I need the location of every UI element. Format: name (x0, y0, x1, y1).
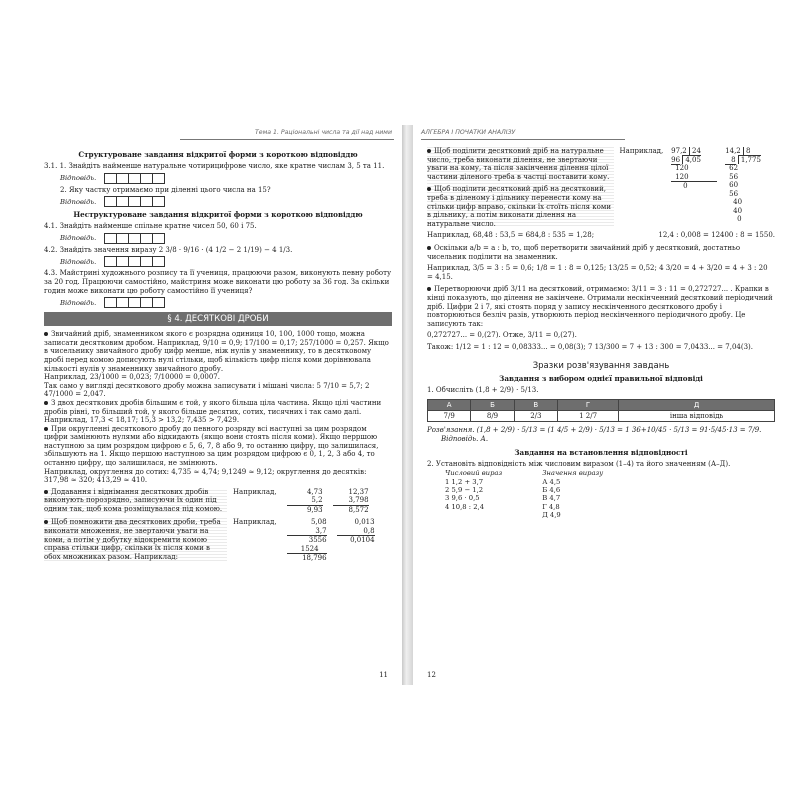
page-number-right: 12 (427, 671, 436, 679)
value-item: А 4,5 (542, 477, 561, 486)
bullet-icon (44, 427, 48, 431)
para-decimal-intro (44, 330, 392, 373)
para-compare-text: З двох десяткових дробів більшим є той, у якого більша ціла частина. Якщо цілі частини дробів рівні, то більший той, у якого більше десятих, сотих, тисячних і так само далі. (44, 398, 382, 416)
para-periodic: Перетворюючи дріб 3/11 на десятковий, отримаємо: 3/11 = 3 : 11 = 0,272727... . Крапки в кінці показують, що ділення не закінчене. Отримали нескінченний десятковий періодичний дріб. Цифри 2 і 7, які стоять поряд у запису нескінченного десяткового дробу і повторюються безліч разів, утворюють період нескінченного періодичного дробу. Це записують так: (427, 285, 773, 328)
mul1-operand-2: 3,7 (287, 527, 327, 537)
bullet-icon (427, 187, 431, 191)
solution: Розв'язання. (1,8 + 2/9) · 5/13 = (1 4/5 + 2/9) · 5/13 = 1 36+10/45 · 5/13 = 91·5/45·13 = 7/9. (427, 426, 762, 435)
div2-step-1: 8 (725, 156, 735, 165)
heading-unstructured: Неструктуроване завдання відкритої форми з короткою відповіддю (73, 210, 363, 220)
division-block (427, 147, 775, 228)
para-rounding (44, 425, 392, 468)
mul2-operand-1: 0,013 (354, 518, 375, 527)
example-label: Наприклад, (619, 147, 664, 155)
div2-dividend: 14,2 (725, 147, 741, 155)
bullet-icon (427, 287, 431, 291)
add-operand-1: 4,73 (306, 487, 323, 496)
multiplication-column-1 (287, 518, 327, 563)
task-4-3: 4.3. Майстринi художнього розпису та її учениця, працюючи разом, виконують певну роботу за 20 год. Працюючи самостійно, майстриня може виконати цю роботу за 36 год. За скільки годин може виконати цю роботу самостійно її учениця? (44, 269, 392, 295)
mul-block (44, 518, 392, 563)
para-div-natural: Щоб поділити десятковий дріб на натуральне число, треба виконати ділення, не звертаючи уваги на кому, та після закінчення ділення цілої частини діленого треба в частці поставити кому. (427, 147, 610, 181)
mul1-partial-2: 1524 (287, 545, 327, 555)
header-rule (421, 139, 625, 140)
div1-step-3: 120 (671, 173, 717, 183)
answer-label: Відповідь. (60, 174, 97, 183)
expression-item: 1 1,2 + 3,7 (445, 477, 484, 486)
expression-item: 3 9,6 · 0,5 (445, 494, 480, 503)
answer-boxes[interactable] (105, 196, 165, 207)
div1-step-2: 120 (675, 164, 689, 172)
option-value-v[interactable]: 2/3 (514, 411, 557, 422)
answer-label: Відповідь. (60, 257, 97, 266)
option-value-a[interactable]: 7/9 (428, 411, 471, 422)
answer-boxes[interactable] (105, 173, 165, 184)
answer-boxes[interactable] (105, 297, 165, 308)
book-gutter (402, 125, 413, 685)
answer-boxes[interactable] (105, 256, 165, 267)
task-3-1: 3.1. 1. Знайдіть найменше натуральне чотирицифрове число, яке кратне числам 3, 5 та 11. (44, 162, 385, 170)
answer-row-3-1 (60, 173, 392, 184)
mul1-partial-1: 3556 (308, 536, 327, 545)
header-rule (180, 139, 394, 140)
bullet-icon (44, 520, 48, 524)
div2-step-3: 56 (729, 172, 739, 181)
value-item: В 4,7 (542, 494, 561, 503)
division-examples (620, 147, 775, 228)
example-label: Наприклад, (232, 487, 277, 496)
mul1-result: 18,796 (302, 554, 327, 563)
values-header: Значення виразу (542, 468, 604, 477)
div2-quotient: 1,775 (738, 155, 761, 164)
mul2-result: 0,0104 (350, 536, 375, 545)
option-header-g: Г (557, 400, 618, 411)
add-sub-examples (233, 488, 392, 515)
mul2-operand-2: 0,8 (337, 527, 375, 537)
add-sub-rule (44, 488, 227, 515)
para-fraction-to-decimal: Оскільки a/b = a : b, то, щоб перетворити звичайний дріб у десятковий, достатньо чисельник поділити на знаменник. (427, 243, 741, 261)
task-3-1-part2: 2. Яку частку отримаємо при діленні цього числа на 15? (60, 185, 271, 194)
examples-subtitle: Зразки розв'язування завдань (532, 361, 670, 372)
answer-boxes[interactable] (105, 233, 165, 244)
options-header-row (428, 400, 775, 411)
para-example-1: Наприклад, 23/1000 = 0,023; 7/10000 = 0,0007. (44, 373, 220, 382)
para-compare-example: Наприклад, 17,3 < 18,17; 15,3 > 13,2; 7,435 > 7,429. (44, 416, 240, 425)
right-page-body (427, 147, 775, 519)
right-page (413, 125, 785, 685)
value-item: Д 4,9 (542, 511, 561, 520)
division-rules (427, 147, 614, 228)
div1-divisor: 24 (689, 147, 701, 155)
option-header-b: Б (471, 400, 514, 411)
para-decimal-intro-text: Звичайний дріб, знаменником якого є розрядна одиниця 10, 100, 1000 тощо, можна записати десятковим дробом. Наприклад, 9/10 = 0,9; 17/100 = 0,17; 257/1000 = 0,257. Якщо в чисельнику звичайного дробу цифр менше, ніж нулів у знаменнику, то в десятковому дробі перед комою дописують нулі стільки, щоб кількість цифр після коми дорівнювала кількості нулів у знаменнику звичайного дробу. (44, 330, 389, 373)
answer-row-4-1 (60, 233, 392, 244)
para-mul-text: Щоб помножити два десяткових дроби, треба виконати множення, не звертаючи уваги на коми, а потім у добутку відокремити комою справа стільки цифр, скільки їх після коми в обох множниках разом. Наприклад: (44, 518, 221, 561)
sub-operand-2: 3,798 (333, 496, 369, 506)
option-value-g[interactable]: 1 2/7 (557, 411, 618, 422)
option-value-d[interactable]: інша відповідь (619, 411, 775, 422)
add-operand-2: 5,2 (287, 496, 323, 506)
value-item: Б 4,6 (542, 486, 561, 495)
sub-operand-1: 12,37 (348, 487, 369, 496)
running-head-right: АЛГЕБРА І ПОЧАТКИ АНАЛІЗУ (421, 129, 516, 136)
div1-remainder: 0 (683, 182, 688, 190)
mul-rule (44, 518, 227, 563)
option-header-a: А (428, 400, 471, 411)
running-head-left: Тема 1. Раціональні числа та дії над ними (255, 129, 392, 136)
option-header-v: В (514, 400, 557, 411)
div2-step-7: 40 (733, 206, 743, 215)
expressions-header: Числовий вираз (445, 468, 503, 477)
left-page (30, 125, 402, 685)
expression-item: 2 5,9 − 1,2 (445, 486, 484, 495)
bullet-icon (44, 332, 48, 336)
div2-step-4: 60 (729, 181, 739, 189)
subtraction-column (333, 488, 369, 515)
expression-item: 4 10,8 : 2,4 (445, 502, 485, 511)
answer-a: Відповідь. А. (441, 434, 489, 443)
multiplication-column-2 (337, 518, 375, 545)
para-mixed: Так само у вигляді десяткового дробу можна записувати і мішані числа: 5 7/10 = 5,7; 2 47/1000 = 2,047. (44, 381, 370, 399)
para-periodic-2: 0,272727... = 0,(27). Отже, 3/11 = 0,(27). (427, 331, 577, 340)
heading-structured: Структуроване завдання відкритої форми з короткою відповіддю (78, 150, 358, 159)
answer-options-table (427, 399, 775, 422)
heading-single-choice: Завдання з вибором однієї правильної відповіді (499, 374, 703, 384)
answer-label: Відповідь. (60, 234, 97, 243)
option-header-d: Д (619, 400, 775, 411)
division-examples-line (427, 231, 775, 240)
long-division-1 (671, 147, 717, 191)
para-fraction-examples: Наприклад, 3/5 = 3 : 5 = 0,6; 1/8 = 1 : 8 = 0,125; 13/25 = 0,52; 4 3/20 = 4 + 3/20 = 4 + 3 : 20 = 4,15. (427, 264, 768, 281)
para-compare (44, 399, 392, 416)
value-item: Г 4,8 (542, 502, 560, 511)
heading-matching: Завдання на встановлення відповідності (514, 448, 688, 458)
bullet-icon (427, 246, 431, 250)
div1-step-1: 96 (671, 155, 681, 164)
options-value-row (428, 411, 775, 422)
values-column (542, 469, 603, 519)
answer-label: Відповідь. (60, 298, 97, 307)
answer-label: Відповідь. (60, 197, 97, 206)
long-division-2 (725, 147, 771, 224)
div2-step-5: 56 (729, 189, 739, 198)
option-value-b[interactable]: 8/9 (471, 411, 514, 422)
mul-examples (233, 518, 392, 563)
task-4-1: 4.1. Знайдіть найменше спільне кратне чисел 50, 60 і 75. (44, 222, 257, 231)
para-div-decimal: Щоб поділити десятковий дріб на десятковий, треба в діленому і дільнику перенести кому на стільки цифр вправо, скільки їх стоїть після коми в дільнику, а потім виконати ділення на натуральне число. (427, 185, 612, 228)
page-number-left: 11 (379, 671, 388, 679)
task-4-2: 4.2. Знайдіть значення виразу 2 3/8 · 9/16 · (4 1/2 − 2 1/19) − 4 1/3. (44, 245, 293, 254)
section-title: § 4. ДЕСЯТКОВІ ДРОБИ (44, 312, 392, 326)
para-periodic-3: Також: 1/12 = 1 : 12 = 0,08333... = 0,08(3); 7 13/300 = 7 + 13 : 300 = 7,0433... = 7,04(3). (427, 342, 753, 351)
para-rounding-text: При округленні десяткового дробу до певного розряду всі наступні за цим розрядом цифри замінюють нулями або відкидають (якщо вони стоять після коми). Якщо перршою наступною за цим розрядом цифрою є 5, 6, 7, 8 або 9, то останню цифру, що залишилася, збільшують на 1. Якщо першою наступною за цим розрядом цифрою є 0, 1, 2, 3 або 4, то останню цифру, що залишилася, не змінюють. (44, 424, 379, 468)
division-example-1: Наприклад, 68,48 : 53,5 = 684,8 : 535 = 1,28; (427, 231, 595, 240)
para-rounding-example: Наприклад, округлення до сотих: 4,735 ≈ 4,74; 9,1249 ≈ 9,12; округлення до десятків: 317,98 ≈ 320; 413,29 ≈ 410. (44, 467, 367, 485)
add-sub-block (44, 488, 392, 515)
div2-step-6: 40 (733, 198, 743, 206)
answer-row-4-3 (60, 297, 392, 308)
expressions-column (445, 469, 502, 519)
addition-column (287, 488, 323, 515)
div2-step-2: 62 (729, 164, 739, 172)
task-1: 1. Обчисліть (1,8 + 2/9) · 5/13. (427, 386, 539, 395)
bullet-icon (427, 149, 431, 153)
task-2: 2. Установіть відповідність між числовим виразом (1–4) та його значенням (А–Д). (427, 460, 731, 469)
division-example-2: 12,4 : 0,008 = 12400 : 8 = 1550. (658, 231, 775, 240)
bullet-icon (44, 401, 48, 405)
example-label: Наприклад, (232, 518, 277, 527)
left-page-body (44, 147, 392, 563)
matching-columns (445, 469, 775, 519)
answer-row-3-1b (60, 196, 392, 207)
div1-dividend: 97,2 (671, 147, 687, 155)
para-add-text: Додавання і віднімання десяткових дробів виконують порозрядно, записуючи їх один під одним так, щоб кома розміщувалася під комою. (44, 487, 223, 514)
book-spread (30, 125, 780, 685)
answer-row-4-2 (60, 256, 392, 267)
div2-remainder: 0 (737, 215, 742, 223)
sub-result: 8,572 (348, 505, 369, 514)
div2-divisor: 8 (743, 147, 750, 155)
mul1-operand-1: 5,08 (310, 518, 327, 527)
bullet-icon (44, 490, 48, 494)
div1-quotient: 4,05 (682, 155, 701, 164)
add-result: 9,93 (306, 505, 323, 514)
